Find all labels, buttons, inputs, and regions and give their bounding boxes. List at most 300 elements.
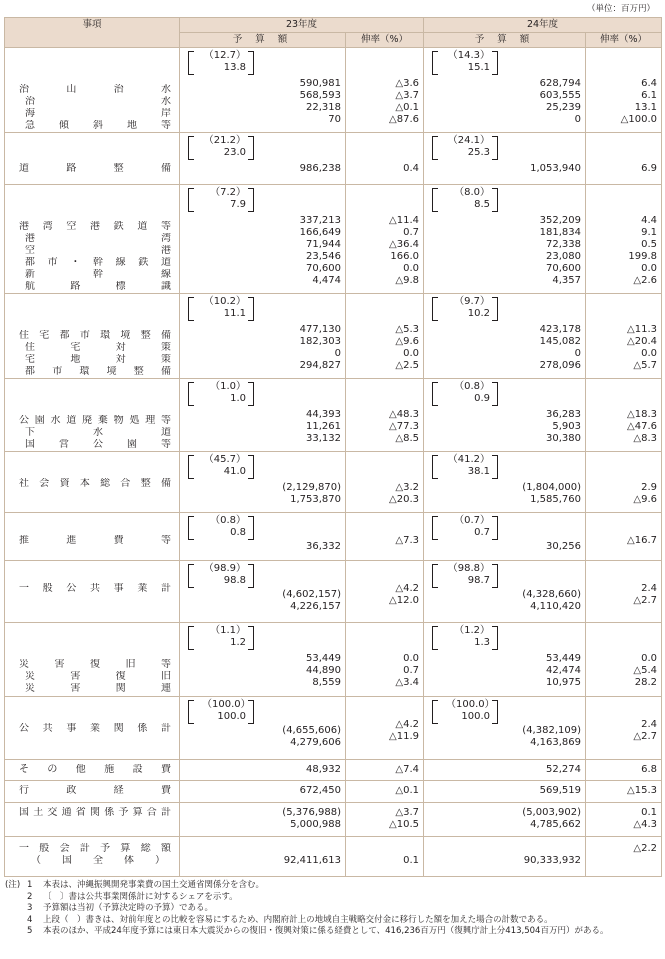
growth-value: 0.1	[403, 855, 419, 866]
share-prev: （98.8）	[447, 563, 490, 574]
share-current: 8.5	[474, 199, 490, 210]
growth-value: △11.9	[389, 731, 419, 742]
amount-cell-24	[424, 561, 586, 623]
budget-table	[4, 17, 662, 877]
bracket-left-icon	[432, 564, 438, 588]
growth-cell-24	[586, 452, 662, 513]
amount-value: 4,357	[552, 275, 581, 286]
growth-value	[346, 843, 419, 855]
bracket-left-icon	[432, 188, 438, 212]
growth-value: △100.0	[620, 114, 657, 125]
amount-value: 0	[574, 348, 581, 359]
amount-value: 44,393	[306, 409, 341, 420]
row-title: 行政経費	[19, 785, 171, 796]
share-current: 100.0	[217, 711, 246, 722]
row-subitem: 港湾	[25, 233, 171, 244]
header-growth-24: 伸率（%）	[586, 33, 662, 48]
growth-value: △36.4	[389, 239, 419, 250]
bracket-left-icon	[188, 700, 194, 724]
row-subitem: 海岸	[25, 108, 171, 119]
growth-value: △3.7	[395, 90, 419, 101]
amount-value: 53,449	[306, 653, 341, 664]
bracket-left-icon	[432, 455, 438, 479]
share-bracket-24	[432, 135, 581, 161]
growth-value: △9.8	[395, 275, 419, 286]
row-label-cell	[5, 452, 180, 513]
table-body	[5, 48, 662, 877]
row-subitem	[19, 735, 171, 747]
note-text: 予算額は当初（予算決定時の予算）である。	[43, 903, 214, 913]
row-title: 社会資本総合整備	[19, 478, 171, 489]
bracket-left-icon	[432, 297, 438, 321]
share-current: 15.1	[467, 62, 490, 73]
note-item	[5, 926, 660, 938]
header-fy24: 24年度	[424, 18, 662, 33]
row-subitem: 宅地対策	[25, 354, 171, 365]
amount-value: 590,981	[299, 78, 341, 89]
growth-value: 6.4	[641, 78, 657, 89]
table-row	[5, 760, 662, 781]
share-current: 100.0	[461, 711, 490, 722]
amount-value: 90,333,932	[523, 855, 581, 866]
share-prev: （12.7）	[203, 50, 246, 61]
amount-cell-24	[424, 623, 586, 697]
row-subitem: 国営公園等	[25, 439, 171, 450]
row-title: 国土交通省関係予算合計	[19, 807, 171, 818]
share-prev: （1.1）	[210, 625, 246, 636]
amount-value: 4,474	[312, 275, 341, 286]
unit-label: （単位：百万円）	[586, 4, 655, 14]
row-subitem: 都市環境整備	[25, 366, 171, 377]
amount-value: 5,000,988	[290, 819, 341, 830]
growth-value: 6.8	[641, 764, 657, 775]
growth-value: △3.6	[395, 78, 419, 89]
amount-cell-23	[180, 185, 346, 294]
amount-cell-23	[180, 48, 346, 133]
row-subitem	[19, 819, 171, 831]
share-bracket-24	[432, 50, 581, 76]
table-row	[5, 623, 662, 697]
amount-value: 4,279,606	[290, 737, 341, 748]
growth-cell-24	[586, 781, 662, 803]
growth-value: △47.6	[627, 421, 657, 432]
note-text: 本表は、沖縄振興開発事業費の国土交通省関係分を含む。	[43, 880, 265, 890]
growth-cell-24	[586, 294, 662, 379]
amount-value: 30,380	[546, 433, 581, 444]
growth-value: △5.3	[395, 324, 419, 335]
bracket-left-icon	[432, 136, 438, 160]
amount-value: 477,130	[299, 324, 341, 335]
note-text: 上段（ ）書きは、対前年度との比較を容易にするため、内閣府計上の地域自主戦略交付金に移行した額を加えた場合の計数である。	[43, 914, 553, 925]
share-bracket-23	[188, 296, 341, 322]
growth-cell-24	[586, 837, 662, 877]
amount-value: 48,932	[306, 764, 341, 775]
bracket-right-icon	[492, 297, 498, 321]
share-bracket-24	[432, 454, 581, 480]
growth-value: △5.4	[633, 665, 657, 676]
amount-value: 70,600	[546, 263, 581, 274]
share-prev: （21.2）	[203, 135, 246, 146]
amount-value: (4,382,109)	[522, 725, 581, 736]
share-prev: （0.7）	[454, 515, 490, 526]
bracket-left-icon	[432, 382, 438, 406]
table-row	[5, 697, 662, 760]
row-label-cell	[5, 760, 180, 781]
amount-value: 25,239	[546, 102, 581, 113]
note-number: 5	[27, 926, 33, 936]
note-number: 3	[27, 903, 33, 913]
share-current: 0.7	[474, 527, 490, 538]
bracket-right-icon	[248, 700, 254, 724]
growth-value: △18.3	[627, 409, 657, 420]
header-budget-24: 予 算 額	[424, 33, 586, 48]
share-prev: （1.2）	[454, 625, 490, 636]
amount-cell-23	[180, 697, 346, 760]
amount-value: 569,519	[539, 785, 581, 796]
share-current: 11.1	[223, 308, 246, 319]
row-label-cell	[5, 294, 180, 379]
bracket-left-icon	[188, 51, 194, 75]
amount-cell-24	[424, 837, 586, 877]
row-label-cell	[5, 133, 180, 185]
amount-cell-23	[180, 803, 346, 837]
amount-cell-23	[180, 452, 346, 513]
growth-value	[586, 855, 657, 867]
growth-cell-23	[346, 760, 424, 781]
amount-value: 0	[334, 348, 341, 359]
amount-value: 23,080	[546, 251, 581, 262]
table-row	[5, 48, 662, 133]
amount-value: (5,003,902)	[522, 807, 581, 818]
amount-value: 36,283	[546, 409, 581, 420]
share-prev: （98.9）	[203, 563, 246, 574]
amount-value: 337,213	[299, 215, 341, 226]
note-number: 1	[27, 880, 33, 890]
row-title: 一般会計予算総額	[19, 843, 171, 854]
share-current: 98.7	[467, 575, 490, 586]
note-item	[5, 880, 660, 892]
note-mark	[5, 903, 27, 915]
table-row	[5, 294, 662, 379]
growth-value: △2.6	[633, 275, 657, 286]
row-label-cell	[5, 561, 180, 623]
share-prev: （0.8）	[210, 515, 246, 526]
amount-value: 5,903	[552, 421, 581, 432]
bracket-right-icon	[492, 188, 498, 212]
row-label-cell	[5, 837, 180, 877]
bracket-left-icon	[188, 382, 194, 406]
amount-cell-23	[180, 837, 346, 877]
growth-value: △2.7	[633, 595, 657, 606]
amount-value	[432, 843, 581, 855]
amount-cell-23	[180, 561, 346, 623]
note-number: 2	[27, 891, 33, 902]
growth-cell-24	[586, 48, 662, 133]
growth-cell-24	[586, 623, 662, 697]
growth-cell-23	[346, 452, 424, 513]
share-bracket-23	[188, 135, 341, 161]
amount-cell-23	[180, 623, 346, 697]
table-row	[5, 452, 662, 513]
row-label-cell	[5, 697, 180, 760]
amount-value: 8,559	[312, 677, 341, 688]
amount-value: 145,082	[539, 336, 581, 347]
share-current: 13.8	[223, 62, 246, 73]
share-current: 1.3	[474, 637, 490, 648]
amount-value: 42,474	[546, 665, 581, 676]
amount-value: 423,178	[539, 324, 581, 335]
bracket-right-icon	[248, 564, 254, 588]
growth-value: 2.9	[641, 482, 657, 493]
amount-value: 1,053,940	[530, 163, 581, 174]
growth-cell-24	[586, 760, 662, 781]
table-row	[5, 781, 662, 803]
row-title: 一般公共事業計	[19, 583, 171, 594]
note-mark	[5, 892, 27, 904]
growth-value: △9.6	[395, 336, 419, 347]
growth-value: △48.3	[389, 409, 419, 420]
growth-value: 0.0	[403, 653, 419, 664]
growth-value: 0.0	[641, 653, 657, 664]
amount-value: 4,785,662	[530, 819, 581, 830]
growth-value: △3.2	[395, 482, 419, 493]
growth-cell-23	[346, 185, 424, 294]
bracket-left-icon	[432, 700, 438, 724]
growth-cell-23	[346, 837, 424, 877]
amount-value: 10,975	[546, 677, 581, 688]
share-bracket-24	[432, 187, 581, 213]
share-bracket-24	[432, 381, 581, 407]
note-text: 〔 〕書は公共事業関係計に対するシェアを示す。	[43, 891, 238, 902]
share-current: 10.2	[467, 308, 490, 319]
row-label-cell	[5, 513, 180, 561]
row-title: 公園水道廃棄物処理等	[19, 415, 171, 426]
bracket-right-icon	[492, 700, 498, 724]
share-current: 0.8	[230, 527, 246, 538]
amount-cell-24	[424, 133, 586, 185]
amount-value: 628,794	[539, 78, 581, 89]
bracket-left-icon	[188, 136, 194, 160]
amount-cell-23	[180, 379, 346, 452]
share-bracket-24	[432, 563, 581, 589]
amount-cell-24	[424, 48, 586, 133]
amount-value: 44,890	[306, 665, 341, 676]
amount-value: 33,132	[306, 433, 341, 444]
row-label-cell	[5, 379, 180, 452]
notes	[5, 880, 660, 938]
row-subitem: 急傾斜地等	[25, 120, 171, 131]
share-prev: （100.0）	[446, 699, 495, 710]
growth-cell-23	[346, 781, 424, 803]
growth-cell-24	[586, 697, 662, 760]
note-mark	[5, 926, 27, 938]
growth-value: △0.1	[395, 785, 419, 796]
growth-value: 0.1	[641, 807, 657, 818]
share-prev: （14.3）	[447, 50, 490, 61]
share-current: 38.1	[467, 466, 490, 477]
amount-value: 603,555	[539, 90, 581, 101]
amount-value: 352,209	[539, 215, 581, 226]
amount-cell-24	[424, 294, 586, 379]
amount-value: 278,096	[539, 360, 581, 371]
amount-value: 4,110,420	[530, 601, 581, 612]
growth-value: 166.0	[390, 251, 419, 262]
amount-value: 22,318	[306, 102, 341, 113]
amount-value	[188, 843, 341, 855]
row-title: 治山治水	[19, 84, 171, 95]
amount-cell-24	[424, 513, 586, 561]
table-row	[5, 561, 662, 623]
row-subitem: （国全体）	[31, 855, 165, 866]
row-label-cell	[5, 185, 180, 294]
growth-value: 0.0	[641, 263, 657, 274]
share-current: 0.9	[474, 393, 490, 404]
amount-cell-23	[180, 781, 346, 803]
growth-value: △8.3	[633, 433, 657, 444]
share-bracket-23	[188, 381, 341, 407]
amount-value: 11,261	[306, 421, 341, 432]
amount-value: 4,163,869	[530, 737, 581, 748]
amount-cell-23	[180, 760, 346, 781]
share-current: 98.8	[223, 575, 246, 586]
growth-value: △4.3	[633, 819, 657, 830]
row-label-cell	[5, 803, 180, 837]
amount-value: 568,593	[299, 90, 341, 101]
bracket-right-icon	[248, 516, 254, 540]
growth-value: 9.1	[641, 227, 657, 238]
growth-cell-23	[346, 803, 424, 837]
table-row	[5, 513, 662, 561]
share-bracket-23	[188, 187, 341, 213]
bracket-right-icon	[492, 516, 498, 540]
header-item: 事項	[5, 18, 180, 48]
amount-value: 166,649	[299, 227, 341, 238]
growth-value: △16.7	[627, 535, 657, 546]
amount-cell-24	[424, 803, 586, 837]
growth-cell-23	[346, 513, 424, 561]
amount-value: 30,256	[546, 541, 581, 552]
row-subitem: 空港	[25, 245, 171, 256]
share-prev: （41.2）	[447, 454, 490, 465]
amount-cell-24	[424, 185, 586, 294]
amount-cell-24	[424, 697, 586, 760]
share-bracket-23	[188, 50, 341, 76]
growth-cell-23	[346, 379, 424, 452]
amount-value: (2,129,870)	[282, 482, 341, 493]
growth-value: △5.7	[633, 360, 657, 371]
growth-value: 13.1	[634, 102, 657, 113]
share-bracket-23	[188, 563, 341, 589]
amount-value: 72,338	[546, 239, 581, 250]
amount-value: 70,600	[306, 263, 341, 274]
share-prev: （1.0）	[210, 381, 246, 392]
table-row	[5, 379, 662, 452]
amount-cell-24	[424, 379, 586, 452]
table-row	[5, 803, 662, 837]
share-bracket-23	[188, 515, 341, 541]
row-subitem: 治水	[25, 96, 171, 107]
amount-value: 1,585,760	[530, 494, 581, 505]
growth-value: △9.6	[633, 494, 657, 505]
growth-value: △2.2	[633, 843, 657, 854]
growth-value: △20.3	[389, 494, 419, 505]
growth-cell-23	[346, 561, 424, 623]
growth-value: 6.9	[641, 163, 657, 174]
growth-value: 0.5	[641, 239, 657, 250]
amount-value: (1,804,000)	[522, 482, 581, 493]
row-title: 道路整備	[19, 163, 171, 174]
note-mark	[5, 915, 27, 927]
table-row	[5, 185, 662, 294]
note-item	[5, 915, 660, 927]
bracket-left-icon	[432, 51, 438, 75]
growth-value: △8.5	[395, 433, 419, 444]
row-subitem	[19, 490, 171, 502]
bracket-right-icon	[492, 136, 498, 160]
growth-value: △7.3	[395, 535, 419, 546]
growth-value: 0.0	[403, 263, 419, 274]
amount-value: 672,450	[299, 785, 341, 796]
growth-value: △15.3	[627, 785, 657, 796]
row-label-cell	[5, 623, 180, 697]
share-current: 23.0	[223, 147, 246, 158]
amount-cell-23	[180, 294, 346, 379]
growth-value: △11.3	[627, 324, 657, 335]
bracket-right-icon	[248, 297, 254, 321]
growth-value: △3.7	[395, 807, 419, 818]
share-bracket-24	[432, 515, 581, 541]
growth-cell-23	[346, 48, 424, 133]
growth-value: 2.4	[641, 719, 657, 730]
row-title: 災害復旧等	[19, 659, 171, 670]
growth-value: △2.7	[633, 731, 657, 742]
growth-value: △87.6	[389, 114, 419, 125]
row-label-cell	[5, 48, 180, 133]
growth-value: △7.4	[395, 764, 419, 775]
growth-cell-24	[586, 561, 662, 623]
header-fy23: 23年度	[180, 18, 424, 33]
amount-value: 23,546	[306, 251, 341, 262]
note-mark: (注)	[5, 880, 21, 890]
share-prev: （45.7）	[203, 454, 246, 465]
row-subitem: 下水道	[25, 427, 171, 438]
growth-value: △11.4	[389, 215, 419, 226]
table-row	[5, 133, 662, 185]
amount-value: 71,944	[306, 239, 341, 250]
share-current: 41.0	[223, 466, 246, 477]
row-subitem: 都市・幹線鉄道	[25, 257, 171, 268]
share-current: 1.2	[230, 637, 246, 648]
growth-cell-23	[346, 697, 424, 760]
bracket-right-icon	[248, 136, 254, 160]
bracket-right-icon	[492, 455, 498, 479]
growth-cell-24	[586, 513, 662, 561]
amount-value: 92,411,613	[283, 855, 341, 866]
bracket-right-icon	[492, 382, 498, 406]
share-current: 25.3	[467, 147, 490, 158]
share-current: 1.0	[230, 393, 246, 404]
row-subitem: 住宅対策	[25, 342, 171, 353]
bracket-right-icon	[492, 564, 498, 588]
amount-value: 294,827	[299, 360, 341, 371]
row-title: 公共事業関係計	[19, 723, 171, 734]
bracket-left-icon	[188, 188, 194, 212]
share-prev: （8.0）	[454, 187, 490, 198]
bracket-right-icon	[248, 51, 254, 75]
share-prev: （100.0）	[202, 699, 251, 710]
share-bracket-23	[188, 625, 341, 651]
header-growth-23: 伸率（%）	[346, 33, 424, 48]
